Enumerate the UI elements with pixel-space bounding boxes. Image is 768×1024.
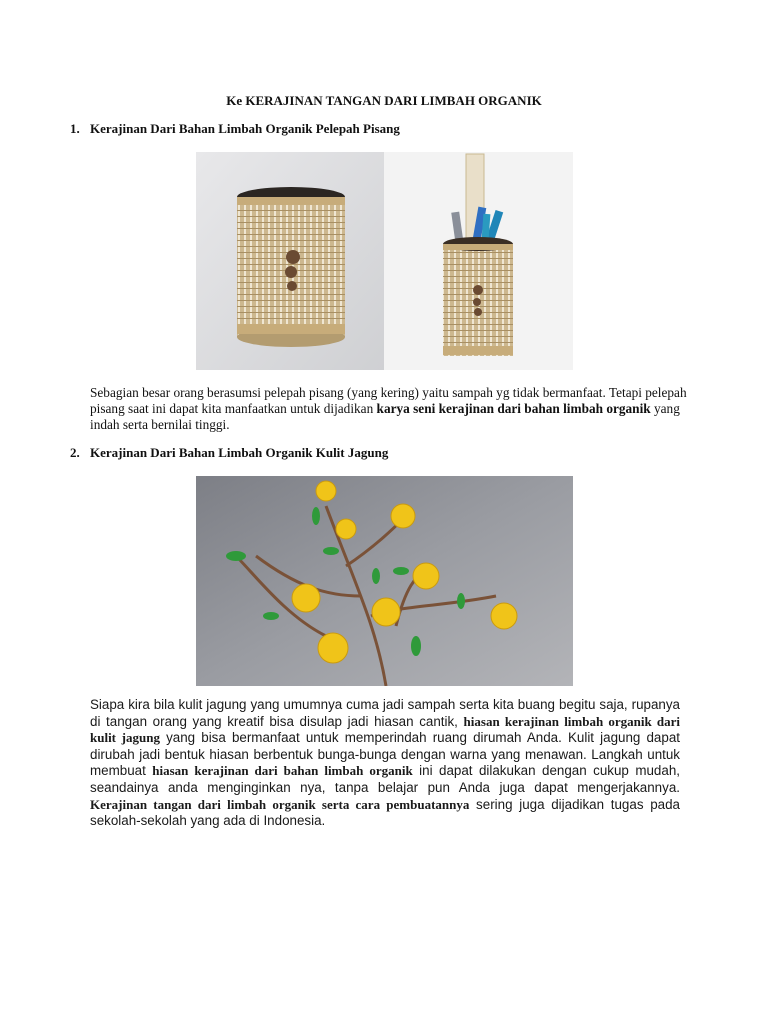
paragraph-text: Sebagian besar orang berasumsi pelepah pisang (yang kering) yaitu sampah yg tidak bermanfaat. Tetapi pelepah pisang saat ini dapat kita manfaatkan untuk dijadikan [90, 385, 687, 416]
section-paragraph-1 [90, 385, 690, 433]
paragraph-bold-text: hiasan kerajinan dari bahan limbah organik [152, 763, 413, 779]
paragraph-text: yang indah serta bernilai tinggi. [90, 401, 680, 432]
corn-husk-flowers-photo [196, 476, 573, 686]
paragraph-bold-text: karya seni kerajinan dari bahan limbah organik [376, 401, 651, 416]
section-heading-2 [70, 445, 388, 461]
paragraph-text: Siapa kira bila kulit jagung yang umumnya cuma jadi sampah serta kita buang begitu saja, rupanya di tangan orang yang kreatif bisa disulap jadi hiasan cantik, [90, 697, 680, 729]
paragraph-text: yang bisa bermanfaat untuk memperindah ruang dirumah Anda. Kulit jagung dapat dirubah jadi bentuk hiasan berbentuk bunga-bunga dengan warna yang menawan. Langkah untuk membuat [90, 730, 680, 779]
document-title: Ke KERAJINAN TANGAN DARI LIMBAH ORGANIK [226, 93, 542, 108]
section-number: 1. [70, 121, 80, 136]
section-heading-text: Kerajinan Dari Bahan Limbah Organik Kulit Jagung [90, 445, 389, 460]
section-heading-1 [70, 121, 400, 137]
section-paragraph-2 [90, 697, 680, 830]
paragraph-text: sering juga dijadikan tugas pada sekolah-sekolah yang ada di Indonesia. [90, 796, 680, 829]
section-number: 2. [70, 445, 80, 460]
paragraph-bold-text: Kerajinan tangan dari limbah organik serta cara pembuatannya [90, 796, 470, 812]
pen-holder-photo [196, 152, 573, 370]
paragraph-text: ini dapat dilakukan dengan cukup mudah, seandainya anda menginginkan nya, tanpa belajar pun Anda juga dapat mengerjakannya. [90, 763, 680, 795]
section-heading-text: Kerajinan Dari Bahan Limbah Organik Pelepah Pisang [90, 121, 400, 136]
paragraph-bold-text: hiasan kerajinan limbah organik dari kulit jagung [90, 713, 680, 746]
